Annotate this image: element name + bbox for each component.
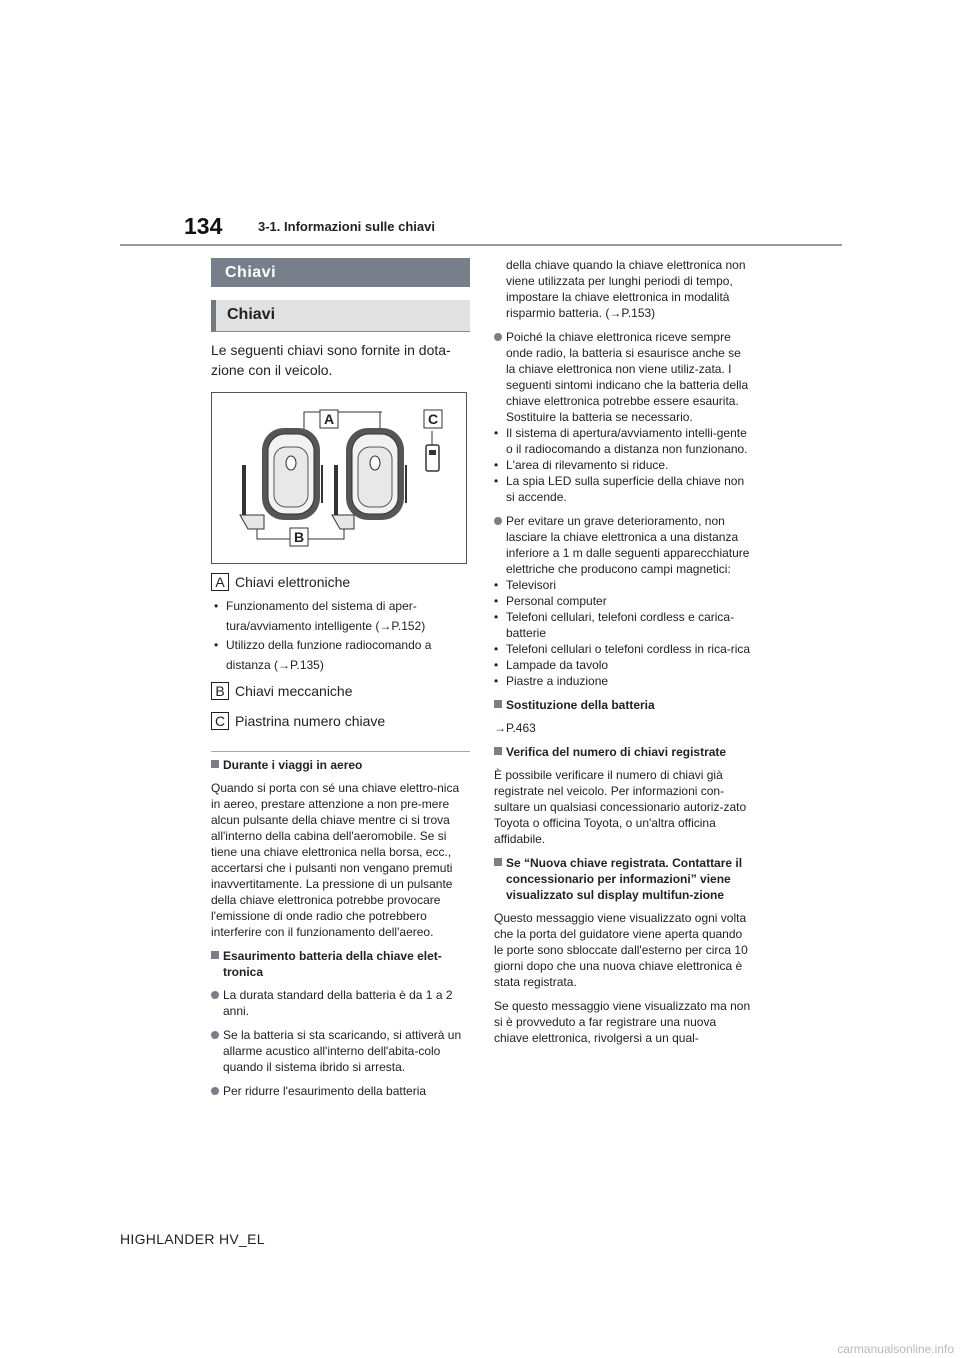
note-heading-battery: Esaurimento batteria della chiave elet-tronica xyxy=(211,948,470,980)
legend-label-b: Chiavi meccaniche xyxy=(235,683,353,699)
electronic-key-left xyxy=(262,428,322,520)
section-title: 3-1. Informazioni sulle chiavi xyxy=(258,219,435,234)
note-heading-message: Se “Nuova chiave registrata. Contattare il concessionario per informazioni” viene visualizzato sul display multifun-zione xyxy=(494,855,752,903)
note-dot-item: Se la batteria si sta scaricando, si attiverà un allarme acustico all'interno dell'abita-colo quando il sistema ibrido si arresta. xyxy=(211,1027,470,1075)
legend-letter-c: C xyxy=(211,712,229,730)
device-item: • Personal computer xyxy=(494,594,607,608)
continuation-text: della chiave quando la chiave elettronica non viene utilizzata per lunghi periodi di tempo, impostare la chiave elettronica in modalità risparmio batteria. (→P.153) xyxy=(506,258,746,320)
device-item: • Televisori xyxy=(494,578,557,592)
square-bullet-icon xyxy=(211,951,219,959)
symptom-item: • La spia LED sulla superficie della chiave non si accende. xyxy=(494,474,745,504)
legend-item-c xyxy=(211,712,385,730)
figure-label-b: B xyxy=(293,529,305,545)
legend-letter-a: A xyxy=(211,573,229,591)
keys-figure xyxy=(211,392,467,564)
note-heading-air: Durante i viaggi in aereo xyxy=(211,757,470,773)
symptom-item: • Il sistema di apertura/avviamento intelli-gente o il radiocomando a distanza non funzionano. xyxy=(494,426,748,456)
section-divider xyxy=(211,751,470,752)
electronic-key-right xyxy=(346,428,406,520)
note-dot-item: Per evitare un grave deterioramento, non lasciare la chiave elettronica a una distanza inferiore a 1 m dalle seguenti apparecchiature elettriche che producono campi magnetici: xyxy=(494,513,752,577)
legend-label-a: Chiavi elettroniche xyxy=(235,574,351,590)
watermark: carmanualsonline.info xyxy=(837,1342,954,1356)
sub-heading: Chiavi xyxy=(211,300,470,332)
device-item: • Lampade da tavolo xyxy=(494,658,609,672)
footer-model: HIGHLANDER HV_EL xyxy=(120,1231,265,1247)
legend-item-b xyxy=(211,682,353,700)
square-bullet-icon xyxy=(494,700,502,708)
legend-letter-b: B xyxy=(211,682,229,700)
circle-bullet-icon xyxy=(211,991,219,999)
symptom-item: • L'area di rilevamento si riduce. xyxy=(494,458,669,472)
square-bullet-icon xyxy=(211,760,219,768)
note-body-message-2: Se questo messaggio viene visualizzato ma non si è provveduto a far registrare una nuova chiave elettronica, rivolgersi a un qual- xyxy=(494,999,751,1045)
circle-bullet-icon xyxy=(211,1087,219,1095)
page-number: 134 xyxy=(184,213,223,239)
keys-illustration xyxy=(212,393,466,563)
device-item: • Telefoni cellulari o telefoni cordless in rica-rica xyxy=(494,642,751,656)
circle-bullet-icon xyxy=(494,333,502,341)
key-number-plate xyxy=(426,445,439,471)
intro-text: Le seguenti chiavi sono fornite in dota-zione con il veicolo. xyxy=(211,342,451,378)
device-item: • Telefoni cellulari, telefoni cordless e carica-batterie xyxy=(494,610,735,640)
mechanical-key-left xyxy=(240,465,264,529)
note-dot-item: Per ridurre l'esaurimento della batteria xyxy=(211,1083,470,1099)
note-body-message-1: Questo messaggio viene visualizzato ogni volta che la porta del guidatore viene aperta quando le porte sono sbloccate dall'esterno per circa 10 giorni dopo che una nuova chiave elettronica è stata registrata. xyxy=(494,911,748,989)
figure-label-c: C xyxy=(427,411,439,427)
circle-bullet-icon xyxy=(211,1031,219,1039)
note-body-verify: È possibile verificare il numero di chiavi già registrate nel veicolo. Per informazioni con-sultare un qualsiasi concessionario autoriz-zato Toyota o officina Toyota, o un'altra officina affidabile. xyxy=(494,768,747,846)
note-heading-replace: Sostituzione della batteria xyxy=(494,697,752,713)
figure-label-a: A xyxy=(323,411,335,427)
legend-a-bullet-2: • Utilizzo della funzione radiocomando a distanza (→P.135) xyxy=(214,638,432,672)
left-notes xyxy=(211,757,470,1107)
circle-bullet-icon xyxy=(494,517,502,525)
legend-label-c: Piastrina numero chiave xyxy=(235,713,386,729)
note-body-air: Quando si porta con sé una chiave elettro-nica in aereo, prestare attenzione a non pre-mere alcun pulsante della chiave mentre ci si trova all'interno della cabina dell'aeromobile. Se si tiene una chiave elettronica nella borsa, ecc., accertarsi che i pulsanti non vengano premuti inavvertitamente. La pressione di un pulsante della chiave elettronica potrebbe provocare l'emissione di onde radio che potrebbero interferire con il funzionamento dell'aereo. xyxy=(211,781,460,939)
square-bullet-icon xyxy=(494,858,502,866)
replace-reference: →P.463 xyxy=(494,721,536,735)
header-divider xyxy=(120,244,842,246)
legend-a-bullet-1: • Funzionamento del sistema di aper- tura/avviamento intelligente (→P.152) xyxy=(214,599,426,633)
right-notes xyxy=(494,257,752,1054)
legend-item-a xyxy=(211,573,350,591)
square-bullet-icon xyxy=(494,747,502,755)
note-heading-verify: Verifica del numero di chiavi registrate xyxy=(494,744,752,760)
note-dot-item: La durata standard della batteria è da 1 a 2 anni. xyxy=(211,987,470,1019)
device-item: • Piastre a induzione xyxy=(494,674,609,688)
note-dot-item: Poiché la chiave elettronica riceve sempre onde radio, la batteria si esaurisce anche se la chiave elettronica non viene utiliz-zata. I seguenti sintomi indicano che la batteria della chiave elettronica potrebbe essere esaurita. Sostituire la batteria se necessario. xyxy=(494,329,752,425)
main-heading: Chiavi xyxy=(211,258,470,287)
